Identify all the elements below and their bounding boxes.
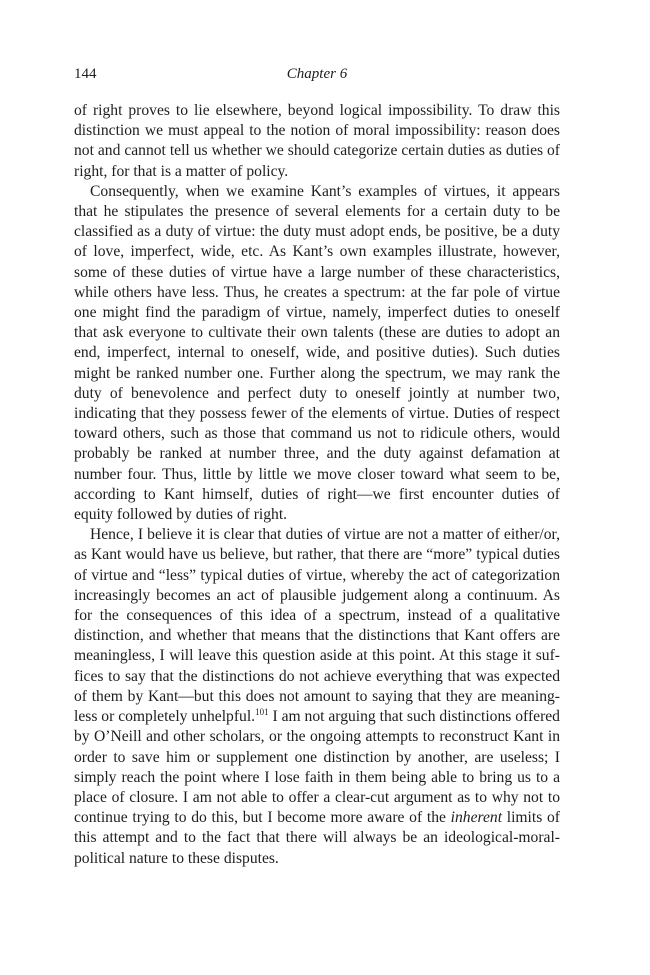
paragraph-text: Hence, I believe it is clear that duties of virtue are not a matter of either/or, as Kant would have us believe, but rather, that there are “more” typical duties of virtue and “less” typical duties of virtue, whereby the act of categorization increasingly becomes an act of plausible judgement along a continuum. As for the consequences of this idea of a spectrum, instead of a qualitative distinction, and whether that means that the distinctions that Kant offers are meaningless, I will leave this question aside at this point. At this stage it suffices to say that the distinctions do not achieve everything that was expected of them by Kant—but this does not amount to saying that they are meaningless or completely unhelpful. [74, 526, 560, 726]
page-number: 144 [74, 66, 97, 82]
paragraph [74, 182, 560, 525]
paragraph-text: Consequently, when we examine Kant’s examples of virtues, it appears that he stipulates the presence of several elements for a certain duty to be classified as a duty of virtue: the duty must adopt ends, be positive, be a duty of love, imperfect, wide, etc. As Kant’s own examples illustrate, however, some of these duties of virtue have a large number of these characteristics, while others have less. Thus, he creates a spectrum: at the far pole of virtue one might find the paradigm of virtue, namely, imperfect duties to oneself that ask everyone to cultivate their own talents (these are duties to adopt an end, imperfect, internal to oneself, wide, and positive duties). Such duties might be ranked number one. Further along the spectrum, we may rank the duty of benevolence and perfect duty to oneself jointly at number two, indicating that they possess fewer of the elements of virtue. Duties of respect toward others, such as those that command us not to ridicule others, would probably be ranked at number three, and the duty against defamation at number four. Thus, little by little we move closer toward what seem to be, according to Kant himself, duties of right—we first encounter duties of equity followed by duties of right. [74, 182, 560, 524]
paragraph-text: limits of this attempt and to the fact that there will always be an ideological-moral-political nature to these disputes. [74, 809, 560, 867]
emphasized-word: inherent [450, 809, 503, 827]
paragraph [74, 525, 560, 868]
body-text [74, 101, 560, 869]
running-head: Chapter 6 [286, 66, 348, 82]
paragraph-text: I am not arguing that such distinctions offered by O’Neill and other scholars, or the ongoing attempts to reconstruct Kant in order to save him or supplement one distinction by another, are useless; I simply reach the point where I lose faith in them being able to bring us to a place of closure. I am not able to offer a clear-cut argument as to why not to continue trying to do this, but I become more aware of the [74, 708, 560, 827]
footnote-reference: 101 [255, 706, 269, 717]
paragraph [74, 101, 560, 182]
paragraph-text: of right proves to lie elsewhere, beyond logical impossibility. To draw this distinction we must appeal to the notion of moral impossibility: reason does not and cannot tell us whether we should categorize certain duties as duties of right, for that is a matter of policy. [74, 102, 560, 180]
page-header [74, 66, 560, 86]
